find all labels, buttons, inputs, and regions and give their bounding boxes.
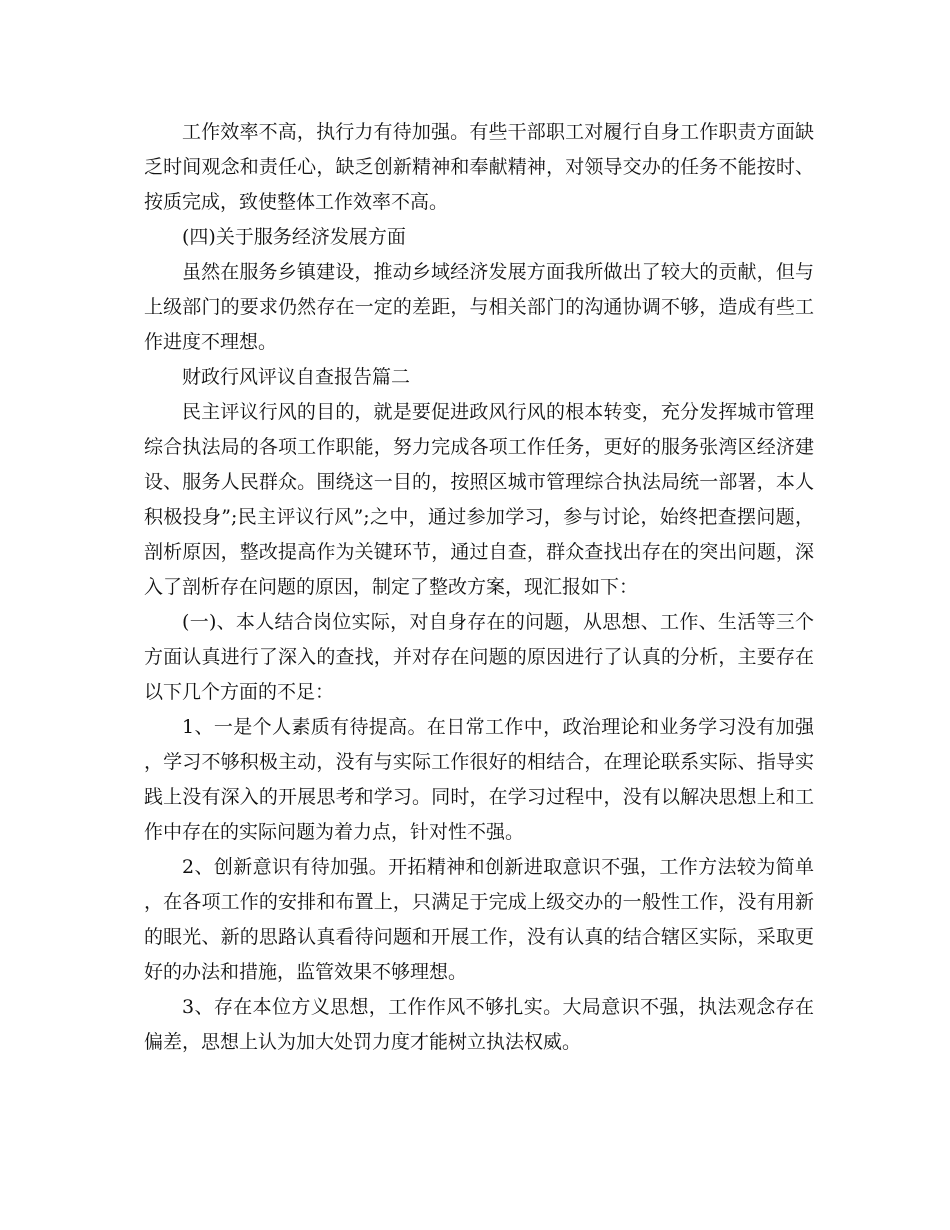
report-title-part-two: 财政行风评议自查报告篇二 [182,366,411,388]
paragraph-evaluation-purpose: 民主评议行风的目的，就是要促进政风行风的根本转变，充分发挥城市管理综合执法局的各项工作职能，努力完成各项工作任务，更好的服务张湾区经济建设、服务人民群众。围绕这一目的，按照区城市管理综合执法局统一部署，本人积极投身”;民主评议行风”;之中，通过参加学习，参与讨论，始终把查摆问题，剖析原因，整改提高作为关键环节，通过自查，群众查找出存在的突出问题，深入了剖析存在问题的原因，制定了整改方案，现汇报如下： [144,401,814,598]
list-item-innovation: 2、创新意识有待加强。开拓精神和创新进取意识不强，工作方法较为简单，在各项工作的安排和布置上，只满足于完成上级交办的一般性工作，没有用新的眼光、新的思路认真看待问题和开展工作，没有认真的结合辖区实际，采取更好的办法和措施，监管效果不够理想。 [144,856,814,983]
list-item-personal-quality: 1、一是个人素质有待提高。在日常工作中，政治理论和业务学习没有加强，学习不够积极主动，没有与实际工作很好的相结合，在理论联系实际、指导实践上没有深入的开展思考和学习。同时，在学习过程中，没有以解决思想上和工作中存在的实际问题为着力点，针对性不强。 [144,716,814,843]
paragraph-economic-service: 虽然在服务乡镇建设，推动乡域经济发展方面我所做出了较大的贡献，但与上级部门的要求仍然存在一定的差距，与相关部门的沟通协调不够，造成有些工作进度不理想。 [144,261,814,353]
document-body [144,115,814,1060]
paragraph-self-inspection: (一)、本人结合岗位实际，对自身存在的问题，从思想、工作、生活等三个方面认真进行了深入的查找，并对存在问题的原因进行了认真的分析，主要存在以下几个方面的不足： [144,611,814,703]
paragraph-efficiency-continued: 工作效率不高，执行力有待加强。有些干部职工对履行自身工作职责方面缺乏时间观念和责任心，缺乏创新精神和奉献精神，对领导交办的任务不能按时、按质完成，致使整体工作效率不高。 [144,121,814,213]
list-item-work-style: 3、存在本位方义思想，工作作风不够扎实。大局意识不强，执法观念存在偏差，思想上认为加大处罚力度才能树立执法权威。 [144,996,814,1053]
section-heading-economic-service: (四)关于服务经济发展方面 [182,226,406,248]
